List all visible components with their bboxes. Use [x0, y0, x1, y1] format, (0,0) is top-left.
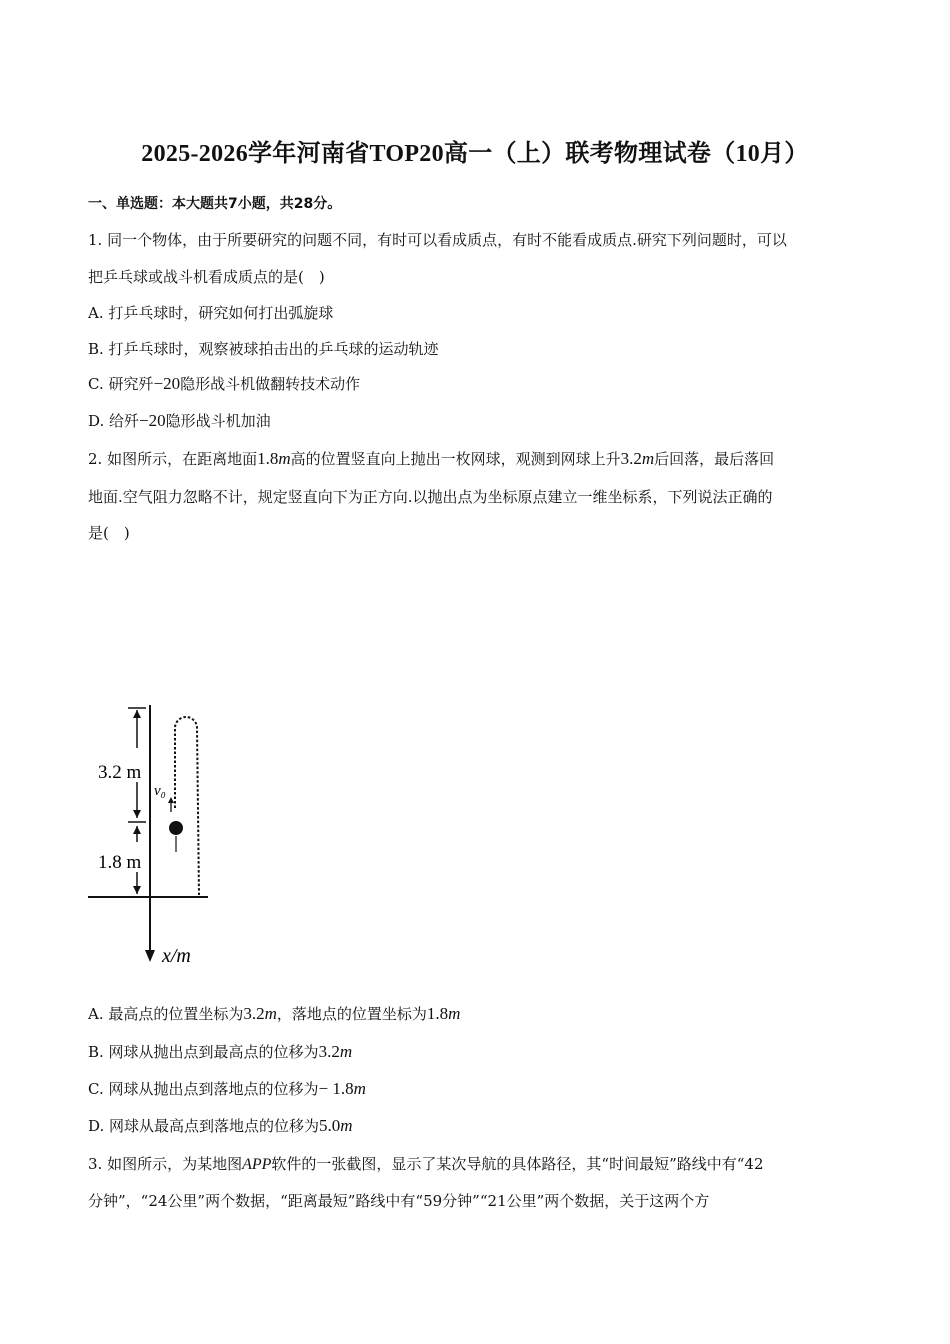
q1-option-d-suffix: 隐形战斗机加油	[165, 412, 271, 430]
page-title: 2025-2026学年河南省TOP20高一（上）联考物理试卷（10月）	[141, 141, 809, 167]
q1-option-c-prefix: C. 研究歼	[88, 375, 154, 393]
q2-option-a-prefix: A. 最高点的位置坐标为	[88, 1005, 244, 1023]
q3-text-b: 软件的一张截图，显示了某次导航的具体路径，其“时间最短”路线中有“42	[271, 1155, 764, 1173]
q2-unit: m	[264, 1004, 277, 1023]
q1-option-d-math: −20	[139, 411, 166, 430]
q2-text-c: 后回落，最后落回	[654, 450, 775, 468]
q2-option-d-prefix: D. 网球从最高点到落地点的位移为	[88, 1117, 320, 1135]
q2-stem-line2: 地面.空气阻力忽略不计，规定竖直向下为正方向.以抛出点为坐标原点建立一维坐标系，下列说法正确的	[88, 488, 773, 506]
q2-unit: m	[278, 449, 291, 468]
q1-stem-line1: 1. 同一个物体，由于所要研究的问题不同，有时可以看成质点，有时不能看成质点.研究下列问题时，可以	[88, 231, 787, 249]
q2-option-c	[88, 1078, 366, 1099]
label-v0: v₀	[154, 783, 166, 799]
label-1-8m: 1.8 m	[98, 852, 142, 873]
q2-option-a-n1: 3.2	[243, 1004, 265, 1023]
q2-option-a-n2: 1.8	[426, 1004, 449, 1023]
q2-unit: m	[448, 1004, 461, 1023]
q2-height: 1.8	[257, 449, 279, 468]
q3-app: APP	[242, 1156, 272, 1173]
q2-unit: m	[340, 1116, 353, 1135]
q2-option-d-n: 5.0	[319, 1116, 341, 1135]
x-axis-arrow	[145, 950, 155, 962]
q2-text-b: 高的位置竖直向上抛出一枚网球，观测到网球上升	[290, 450, 621, 468]
q1-option-a: A. 打乒乓球时，研究如何打出弧旋球	[88, 304, 334, 322]
q2-figure	[88, 700, 218, 970]
q2-unit: m	[353, 1079, 366, 1098]
q1-stem-line2: 把乒乓球或战斗机看成质点的是( )	[88, 268, 325, 286]
q2-stem-line3: 是( )	[88, 524, 130, 542]
q2-rise: 3.2	[620, 449, 642, 468]
q1-option-d-prefix: D. 给歼	[88, 412, 140, 430]
q1-option-d	[88, 410, 271, 431]
ball-trajectory	[175, 717, 199, 895]
q2-unit: m	[641, 449, 655, 468]
q1-option-b: B. 打乒乓球时，观察被球拍击出的乒乓球的运动轨迹	[88, 340, 439, 358]
q3-stem-line2: 分钟”，“24公里”两个数据，“距离最短”路线中有“59分钟”“21公里”两个数据，关于这两个方	[88, 1192, 710, 1210]
tennis-ball	[169, 821, 183, 835]
q3-text-a: 3. 如图所示，为某地图	[88, 1155, 243, 1173]
q1-option-c-suffix: 隐形战斗机做翻转技术动作	[180, 375, 361, 393]
q2-option-d	[88, 1115, 353, 1136]
q2-unit: m	[339, 1042, 353, 1061]
q2-option-c-prefix: C. 网球从抛出点到落地点的位移为	[88, 1080, 319, 1098]
q2-option-a	[88, 1003, 460, 1024]
q2-option-b-prefix: B. 网球从抛出点到最高点的位移为	[88, 1043, 319, 1061]
label-axis: x/m	[162, 945, 191, 967]
q2-option-b-n: 3.2	[318, 1042, 340, 1061]
label-3-2m: 3.2 m	[98, 762, 142, 783]
q1-option-c	[88, 373, 360, 394]
q2-stem-line1	[88, 448, 774, 469]
section-heading: 一、单选题：本大题共7小题，共28分。	[88, 196, 342, 212]
q2-option-a-mid: ，落地点的位置坐标为	[276, 1005, 427, 1023]
q2-text-a: 2. 如图所示，在距离地面	[88, 450, 258, 468]
q3-stem-line1	[88, 1153, 764, 1174]
q2-option-b	[88, 1041, 352, 1062]
q2-option-c-n: − 1.8	[318, 1079, 354, 1098]
q1-option-c-math: −20	[153, 374, 181, 393]
